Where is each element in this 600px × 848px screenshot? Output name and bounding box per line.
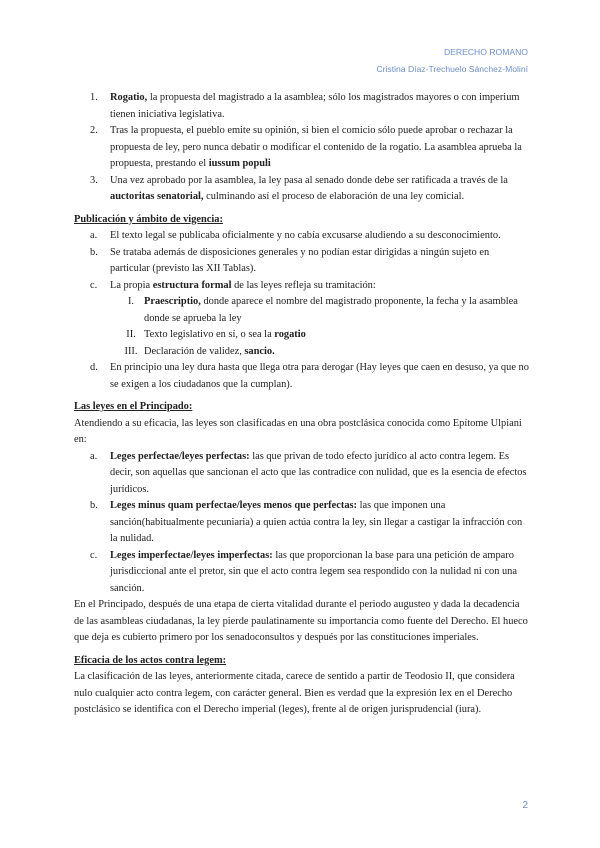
- sub-list-item: II. Texto legislativo en sí, o sea la rogatio: [74, 327, 530, 344]
- list-marker: c.: [90, 279, 98, 291]
- sub-list-item: III. Declaración de validez, sancio.: [74, 344, 530, 361]
- list-item: a. Leges perfectae/leyes perfectas: las que privan de todo efecto jurídico al acto contra legem. Es decir, son aquellas que sancionan el acto que las contradice con nulidad, que es la esencia de efectos jurídicos.: [74, 449, 530, 499]
- term: sancio.: [244, 345, 275, 357]
- course-title: DERECHO ROMANO: [443, 47, 528, 57]
- page-number: 2: [522, 800, 528, 811]
- term: estructura formal: [152, 279, 232, 291]
- paragraph: En el Principado, después de una etapa de cierta vitalidad durante el periodo augusteo y dada la decadencia de las asambleas ciudadanas, la ley pierde paulatinamente su importancia como fuente del Derecho. El hueco que deja es cubierto primero por los senadoconsultos y después por las constituciones imperiales.: [74, 599, 528, 643]
- term: Leges perfectae/leyes perfectas:: [110, 450, 250, 462]
- list-marker: I.: [127, 296, 135, 307]
- list-item: c. La propia estructura formal de las leyes refleja su tramitación:: [74, 278, 530, 295]
- term: Leges minus quam perfectae/leyes menos que perfectas:: [110, 500, 358, 511]
- list-marker: d.: [90, 362, 98, 373]
- paragraph: Atendiendo a su eficacia, las leyes son clasificadas en una obra postclásica conocida como Epítome Ulpiani en:: [74, 417, 522, 445]
- list-item: 3. Una vez aprobado por la asamblea, la ley pasa al senado donde debe ser ratificada a través de la auctoritas senatorial, culminando así el proceso de elaboración de una ley comicial.: [74, 173, 530, 206]
- list-item: b. Leges minus quam perfectae/leyes menos que perfectas: las que imponen una sanción(habitualmente pecuniaria) a quien actúa contra la ley, sin llegar a castigar la infracción con la nulidad.: [74, 498, 530, 548]
- list-item: c. Leges imperfectae/leyes imperfectas: las que proporcionan la base para una petición de amparo jurisdiccional ante el pretor, sin que el acto contra legem sea respondido con la nulidad ni con una sanción.: [74, 548, 530, 598]
- sub-list-item: I. Praescriptio, donde aparece el nombre del magistrado proponente, la fecha y la asamblea donde se aprueba la ley: [74, 294, 530, 327]
- list-marker: 3.: [90, 174, 98, 186]
- term: Praescriptio,: [144, 296, 201, 307]
- list-item: 2. Tras la propuesta, el pueblo emite su opinión, si bien el comicio sólo puede aprobar o rechazar la propuesta de ley, pero nunca debatir o modificar el contenido de la rogatio. La asamblea aprueba la propuesta, prestando el iussum populi: [74, 123, 530, 173]
- section-heading: Eficacia de los actos contra legem:: [74, 654, 227, 666]
- list-marker: a.: [90, 450, 98, 462]
- list-item: d. En principio una ley dura hasta que llega otra para derogar (Hay leyes que caen en desuso, ya que no se exigen a los ciudadanos que la cumplan).: [74, 360, 530, 393]
- term: iussum populi: [208, 158, 271, 169]
- list-marker: III.: [124, 345, 138, 357]
- page-header: [376, 44, 528, 78]
- term: auctoritas senatorial,: [110, 191, 204, 202]
- list-marker: b.: [90, 500, 98, 511]
- list-item: a. El texto legal se publicaba oficialmente y no cabía excusarse aludiendo a su desconocimiento.: [74, 228, 530, 245]
- list-marker: c.: [90, 549, 98, 561]
- list-item: 1. Rogatio, la propuesta del magistrado a la asamblea; sólo los magistrados mayores o con imperium tienen iniciativa legislativa.: [74, 90, 530, 123]
- paragraph: La clasificación de las leyes, anteriormente citada, carece de sentido a partir de Teodosio II, que considera nulo cualquier acto contra legem, con carácter general. Bien es verdad que la expresión lex en el Derecho postclásico se identifica con el Derecho imperial (leges), frente al de origen jurisprudencial (iura).: [74, 671, 515, 715]
- document-body: [74, 90, 530, 719]
- list-marker: II.: [126, 329, 136, 340]
- section-heading: Las leyes en el Principado:: [74, 401, 193, 412]
- author-name: Cristina Díaz-Trechuelo Sánchez-Moliní: [376, 64, 528, 74]
- term: Rogatio,: [110, 92, 148, 103]
- list-marker: 1.: [90, 92, 98, 103]
- section-heading: Publicación y ámbito de vigencia:: [74, 213, 223, 225]
- list-item: b. Se trataba además de disposiciones generales y no podían estar dirigidas a ningún sujeto en particular (previsto las XII Tablas).: [74, 245, 530, 278]
- list-marker: 2.: [90, 125, 98, 136]
- list-marker: a.: [90, 230, 98, 241]
- procedure-list: [74, 90, 530, 206]
- list-marker: b.: [90, 246, 98, 258]
- term: Leges imperfectae/leyes imperfectas:: [110, 549, 273, 561]
- term: rogatio: [274, 329, 306, 340]
